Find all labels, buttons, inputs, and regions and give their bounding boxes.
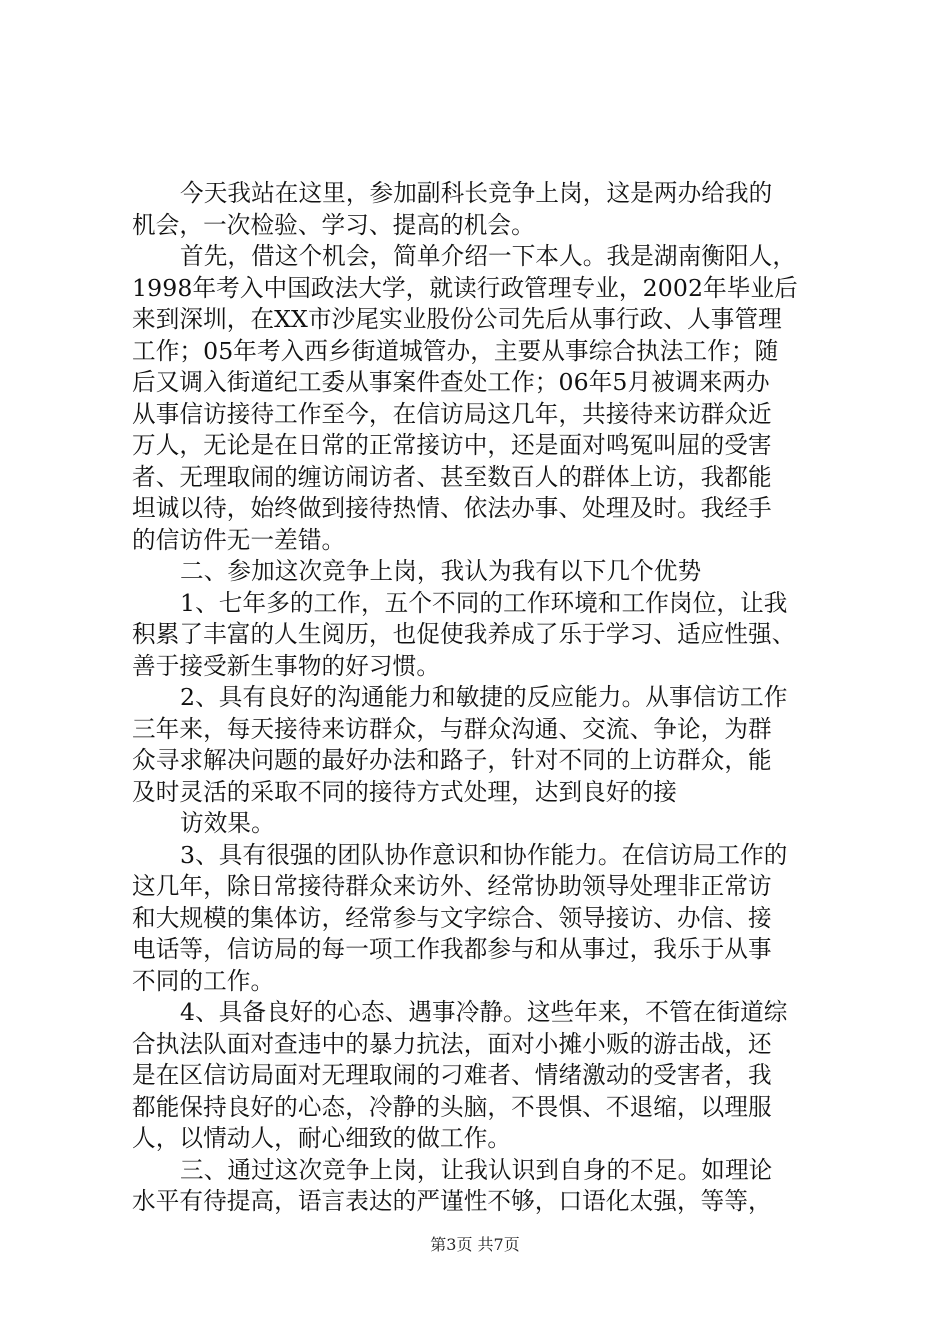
text-line: 合执法队面对查违中的暴力抗法，面对小摊小贩的游击战，还 bbox=[132, 1030, 772, 1058]
page-number-footer: 第3页 共7页 bbox=[430, 1235, 520, 1254]
text-line: 善于接受新生事物的好习惯。 bbox=[132, 652, 441, 680]
text-line: 访效果。 bbox=[180, 809, 275, 837]
text-line: 众寻求解决问题的最好办法和路子，针对不同的上访群众，能 bbox=[132, 746, 772, 774]
text-line: 坦诚以待，始终做到接待热情、依法办事、处理及时。我经手 bbox=[132, 494, 772, 522]
section-heading: 三、通过这次竞争上岗，让我认识到自身的不足。如理论 bbox=[180, 1156, 773, 1184]
text-line: 今天我站在这里，参加副科长竞争上岗，这是两办给我的 bbox=[180, 179, 773, 207]
section-heading: 二、参加这次竞争上岗，我认为我有以下几个优势 bbox=[180, 557, 702, 585]
text-line: 水平有待提高，语言表达的严谨性不够，口语化太强，等等， bbox=[132, 1187, 772, 1215]
text-line: 工作；05年考入西乡街道城管办，主要从事综合执法工作；随 bbox=[132, 337, 779, 365]
text-line: 都能保持良好的心态，冷静的头脑，不畏惧、不退缩，以理服 bbox=[132, 1093, 772, 1121]
text-line: 不同的工作。 bbox=[132, 967, 275, 995]
text-line: 后又调入街道纪工委从事案件查处工作；06年5月被调来两办 bbox=[132, 368, 770, 396]
text-line: 1、七年多的工作，五个不同的工作环境和工作岗位，让我 bbox=[180, 589, 788, 617]
text-line: 3、具有很强的团队协作意识和协作能力。在信访局工作的 bbox=[180, 841, 788, 869]
text-line: 4、具备良好的心态、遇事冷静。这些年来，不管在街道综 bbox=[180, 998, 788, 1026]
text-line: 积累了丰富的人生阅历，也促使我养成了乐于学习、适应性强、 bbox=[132, 620, 796, 648]
text-line: 1998年考入中国政法大学，就读行政管理专业，2002年毕业后 bbox=[132, 274, 798, 302]
text-line: 的信访件无一差错。 bbox=[132, 526, 346, 554]
text-line: 从事信访接待工作至今，在信访局这几年，共接待来访群众近 bbox=[132, 400, 772, 428]
text-line: 2、具有良好的沟通能力和敏捷的反应能力。从事信访工作 bbox=[180, 683, 788, 711]
text-line: 首先，借这个机会，简单介绍一下本人。我是湖南衡阳人， bbox=[180, 242, 797, 270]
text-line: 机会，一次检验、学习、提高的机会。 bbox=[132, 211, 535, 239]
text-line: 是在区信访局面对无理取闹的刁难者、情绪激动的受害者，我 bbox=[132, 1061, 772, 1089]
text-line: 及时灵活的采取不同的接待方式处理，达到良好的接 bbox=[132, 778, 677, 806]
text-line: 者、无理取闹的缠访闹访者、甚至数百人的群体上访，我都能 bbox=[132, 463, 772, 491]
text-line: 万人，无论是在日常的正常接访中，还是面对鸣冤叫屈的受害 bbox=[132, 431, 772, 459]
text-line: 三年来，每天接待来访群众，与群众沟通、交流、争论，为群 bbox=[132, 715, 772, 743]
text-line: 人，以情动人，耐心细致的做工作。 bbox=[132, 1124, 512, 1152]
text-line: 和大规模的集体访，经常参与文字综合、领导接访、办信、接 bbox=[132, 904, 772, 932]
text-line: 来到深圳，在XX市沙尾实业股份公司先后从事行政、人事管理 bbox=[132, 305, 782, 333]
text-line: 这几年，除日常接待群众来访外、经常协助领导处理非正常访 bbox=[132, 872, 772, 900]
text-line: 电话等，信访局的每一项工作我都参与和从事过，我乐于从事 bbox=[132, 935, 772, 963]
